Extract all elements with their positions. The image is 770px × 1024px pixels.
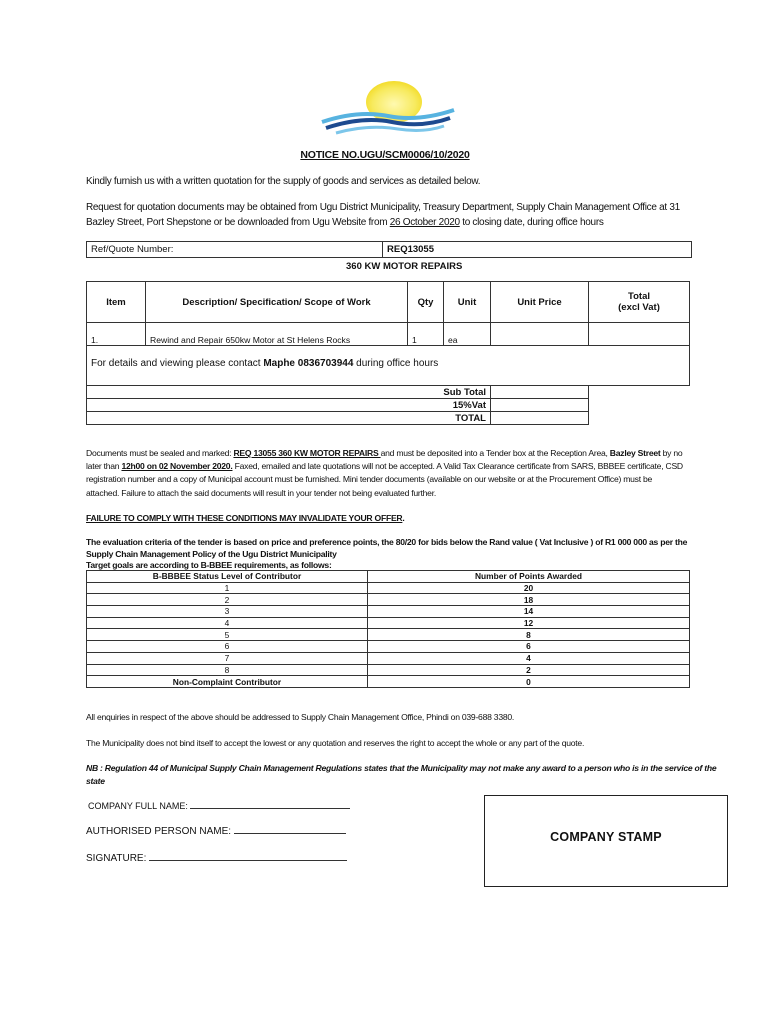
documents-ref: REQ 13055 360 KW MOTOR REPAIRS <box>233 448 381 458</box>
company-name-label: COMPANY FULL NAME: <box>88 801 188 811</box>
quote-table <box>86 281 690 425</box>
table-row <box>87 606 690 618</box>
col-description: Description/ Specification/ Scope of Work <box>146 282 408 323</box>
level-cell: 5 <box>87 629 368 641</box>
request-text-end: to closing date, during office hours <box>459 217 604 228</box>
row-description: Rewind and Repair 650kw Motor at St Helens Rocks <box>146 323 408 346</box>
documents-text: Documents must be sealed and marked: <box>86 448 234 458</box>
total-label: TOTAL <box>87 412 491 425</box>
ref-value: REQ13055 <box>383 242 692 258</box>
col-unit: Unit <box>444 282 491 323</box>
documents-line-2 <box>86 460 726 473</box>
request-text: Bazley Street, Port Shepstone or be downloaded from Ugu Website from <box>86 217 390 228</box>
points-cell: 20 <box>368 582 690 594</box>
row-item: 1. <box>87 323 146 346</box>
closing-date: 12h00 on 02 November 2020. <box>121 461 233 472</box>
row-unit-price <box>491 323 589 346</box>
contact-text <box>87 346 690 386</box>
col-item: Item <box>87 282 146 323</box>
municipality-text: The Municipality does not bind itself to accept the lowest or any quotation and reserves the right to accept the whole or any part of the quote. <box>86 738 585 748</box>
request-line-2 <box>86 217 604 228</box>
documents-text-d: later than <box>86 461 122 472</box>
level-cell: 7 <box>87 652 368 664</box>
subtotal-value <box>491 386 589 399</box>
documents-line-3: registration number and a copy of Municipal account must be furnished. Mini tender documents (available on our website or at the Procurement Office) must be <box>86 474 653 485</box>
authorised-person-line[interactable] <box>234 833 346 834</box>
total-row <box>87 412 690 425</box>
authorised-person-label: AUTHORISED PERSON NAME: <box>86 826 232 837</box>
level-cell: 8 <box>87 664 368 676</box>
level-cell: 2 <box>87 594 368 606</box>
col-total-line2: (excl Vat) <box>618 302 660 313</box>
nb-note <box>86 762 731 788</box>
points-cell: 6 <box>368 641 690 653</box>
subtotal-label: Sub Total <box>87 386 491 399</box>
points-header-row <box>87 571 690 583</box>
contact-text-c: during office hours <box>353 358 439 369</box>
request-date: 26 October 2020 <box>389 217 460 228</box>
level-cell: 3 <box>87 606 368 618</box>
total-value <box>491 412 589 425</box>
points-cell: 2 <box>368 664 690 676</box>
level-cell: 6 <box>87 641 368 653</box>
ref-table <box>86 241 692 258</box>
failure-dot: . <box>402 513 405 523</box>
signature-label: SIGNATURE: <box>86 853 147 864</box>
contact-text-a: For details and viewing please contact <box>91 358 264 369</box>
row-qty: 1 <box>408 323 444 346</box>
table-row <box>87 676 690 688</box>
signature-line[interactable] <box>149 860 347 861</box>
subtotal-row <box>87 386 690 399</box>
level-cell: Non-Complaint Contributor <box>87 676 368 688</box>
points-cell: 4 <box>368 652 690 664</box>
col-total <box>589 282 690 323</box>
evaluation-line-2: Supply Chain Management Policy of the Ugu District Municipality <box>86 548 337 559</box>
authorised-person-field <box>86 826 346 837</box>
table-row <box>87 664 690 676</box>
wave-shape <box>336 126 444 133</box>
company-name-field <box>88 801 350 811</box>
vat-row <box>87 399 690 412</box>
evaluation-line-3: Target goals are according to B-BBEE requirements, as follows: <box>86 560 332 570</box>
points-cell: 12 <box>368 617 690 629</box>
level-cell: 1 <box>87 582 368 594</box>
enquiries-text: All enquiries in respect of the above should be addressed to Supply Chain Management Office, Phindi on 039-688 3380. <box>86 712 515 722</box>
documents-paragraph <box>86 447 726 500</box>
documents-text-e: Faxed, emailed and late quotations will not be accepted. A Valid Tax Clearance certificate from SARS, BBBEE certificate, CSD <box>232 461 683 472</box>
row-unit: ea <box>444 323 491 346</box>
company-name-line[interactable] <box>190 808 350 809</box>
signature-field <box>86 853 347 864</box>
evaluation-paragraph <box>86 537 687 572</box>
contact-person: Maphe 0836703944 <box>263 358 354 369</box>
nb-line-2: state <box>86 776 105 787</box>
section-heading: 360 KW MOTOR REPAIRS <box>346 261 463 272</box>
points-cell: 18 <box>368 594 690 606</box>
vat-value <box>491 399 589 412</box>
col-unit-price: Unit Price <box>491 282 589 323</box>
notice-title: NOTICE NO.UGU/SCM0006/10/2020 <box>300 149 470 161</box>
failure-warning <box>86 512 405 525</box>
table-row <box>87 582 690 594</box>
documents-line-1 <box>86 447 726 460</box>
documents-text-c: by no <box>660 448 683 458</box>
table-row <box>87 652 690 664</box>
evaluation-line-1: The evaluation criteria of the tender is based on price and preference points, the 80/20 for bids below the Rand value ( Vat Inclusive ) of R1 000 000 as per the <box>86 537 688 547</box>
table-row <box>87 594 690 606</box>
table-row <box>87 629 690 641</box>
intro-text: Kindly furnish us with a written quotation for the supply of goods and services as detailed below. <box>86 176 481 187</box>
points-header-points: Number of Points Awarded <box>368 571 690 583</box>
documents-street: Bazley Street <box>609 448 661 458</box>
failure-text: FAILURE TO COMPLY WITH THESE CONDITIONS MAY INVALIDATE YOUR OFFER <box>86 513 403 523</box>
points-cell: 14 <box>368 606 690 618</box>
municipality-logo <box>318 80 458 136</box>
table-row <box>87 641 690 653</box>
points-cell: 8 <box>368 629 690 641</box>
contact-row <box>87 346 690 386</box>
company-stamp-box <box>484 795 728 887</box>
nb-line-1: NB : Regulation 44 of Municipal Supply Chain Management Regulations states that the Municipality may not make any award to a person who is in the service of the <box>86 763 717 773</box>
row-total <box>589 323 690 346</box>
request-line-1: Request for quotation documents may be obtained from Ugu District Municipality, Treasury Department, Supply Chain Management Office at 31 <box>86 202 680 213</box>
table-row <box>87 323 690 346</box>
table-row <box>87 617 690 629</box>
points-table <box>86 570 690 688</box>
documents-line-4: attached. Failure to attach the said documents will result in your tender not being evaluated further. <box>86 487 436 498</box>
table-header-row <box>87 282 690 323</box>
documents-text-b: and must be deposited into a Tender box at the Reception Area, <box>380 448 610 458</box>
vat-label: 15%Vat <box>87 399 491 412</box>
ref-label: Ref/Quote Number: <box>87 242 383 258</box>
points-header-level: B-BBBEE Status Level of Contributor <box>87 571 368 583</box>
points-cell: 0 <box>368 676 690 688</box>
level-cell: 4 <box>87 617 368 629</box>
company-stamp-label: COMPANY STAMP <box>550 830 662 844</box>
col-qty: Qty <box>408 282 444 323</box>
col-total-line1: Total <box>628 291 650 302</box>
